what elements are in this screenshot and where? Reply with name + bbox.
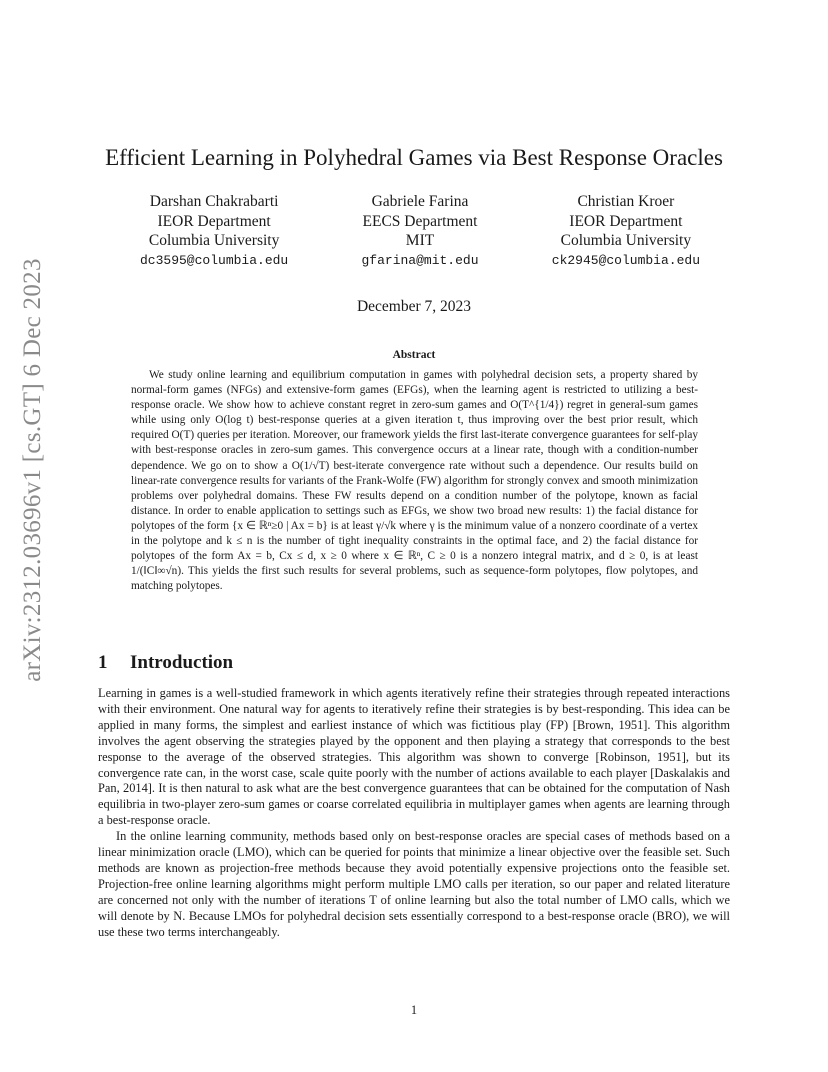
body-paragraph: In the online learning community, methods based only on best-response oracles are special cases of methods based on a linear minimization oracle (LMO), which can be queried for points that minimize a linear objective over the feasible set. Such methods are known as projection-free methods because they avoid potentially expensive projections onto the feasible set. Projection-free online learning algorithms might perform multiple LMO calls per iteration, so our paper and related literature are concerned not only with the number of iterations T of online learning but also the total number of LMO calls, which we will denote by N. Because LMOs for polyhedral decision sets essentially correspond to a best-response oracle (BRO), we will use these two terms interchangeably. <box>98 829 730 939</box>
author-block <box>140 192 700 270</box>
author-affiliation: MIT <box>405 232 435 249</box>
author-email: ck2945@columbia.edu <box>551 252 700 268</box>
author <box>140 192 288 270</box>
body-paragraph: Learning in games is a well-studied framework in which agents iteratively refine their strategies through repeated interactions with their environment. One natural way for agents to iteratively refine their strategies is by best-responding. This idea can be applied in many forms, the simplest and earliest instance of which was fictitious play (FP) [Brown, 1951]. This algorithm involves the agent observing the strategies played by the opponent and then playing a strategy that corresponds to the best response to the average of the observed strategies. This algorithm was shown to converge [Robinson, 1951], but its convergence rate can, in the worst case, scale quite poorly with the number of actions available to each player [Daskalakis and Pan, 2014]. It is then natural to ask what are the best convergence guarantees that can be obtained for the computation of Nash equilibria in two-player zero-sum games or coarse correlated equilibria in multiplayer games when agents are learning through a best-response oracle. <box>98 686 730 828</box>
author <box>361 192 478 270</box>
section-heading <box>98 652 233 674</box>
publication-date: December 7, 2023 <box>356 298 472 315</box>
section-number: 1 <box>98 652 108 673</box>
author-department: EECS Department <box>362 212 478 230</box>
author-name: Christian Kroer <box>577 193 675 210</box>
author-affiliation: Columbia University <box>148 232 280 249</box>
author-affiliation: Columbia University <box>560 232 692 249</box>
author-name: Darshan Chakrabarti <box>149 193 279 210</box>
author-department: IEOR Department <box>157 212 271 230</box>
page-number: 1 <box>410 1003 418 1017</box>
abstract-heading: Abstract <box>392 349 436 361</box>
abstract-text: We study online learning and equilibrium computation in games with polyhedral decision sets, a property shared by normal-form games (NFGs) and extensive-form games (EFGs), when the learning agent is restricted to utilizing a best-response oracle. We show how to achieve constant regret in zero-sum games and O(T^{1/4}) regret in general-sum games while using only O(log t) best-response queries at a given iteration t, thus improving over the best prior result, which required O(T) queries per iteration. Moreover, our framework yields the first last-iterate convergence guarantees for self-play with best-response oracles in zero-sum games. This convergence occurs at a linear rate, though with a condition-number dependence. We go on to show a O(1/√T) best-iterate convergence rate without such a dependence. Our results build on linear-rate convergence results for variants of the Frank-Wolfe (FW) algorithm for strongly convex and smooth minimization problems over polyhedral domains. These FW results depend on a condition number of the polytope, known as facial distance. In order to enable application to settings such as EFGs, we show two broad new results: 1) the facial distance for polytopes of the form {x ∈ ℝⁿ≥0 | Ax = b} is at least γ/√k where γ is the minimum value of a nonzero coordinate of a vertex in the polytope and k ≤ n is the number of tight inequality constraints in the optimal face, and 2) the facial distance for polytopes of the form Ax = b, Cx ≤ d, x ≥ 0 where x ∈ ℝⁿ, C ≥ 0 is a nonzero integral matrix, and d ≥ 0, is at least 1/(‖C‖∞√n). This yields the first such results for several problems, such as sequence-form polytopes, flow polytopes, and matching polytopes. <box>131 369 698 593</box>
section-title: Introduction <box>130 652 234 673</box>
author-email: gfarina@mit.edu <box>361 252 479 268</box>
author-name: Gabriele Farina <box>371 193 469 210</box>
author <box>552 192 700 270</box>
arxiv-id: arXiv:2312.03696v1 [cs.GT] 6 Dec 2023 <box>19 258 46 682</box>
author-department: IEOR Department <box>569 212 683 230</box>
author-email: dc3595@columbia.edu <box>140 252 289 268</box>
section-body <box>98 686 730 941</box>
paper-title: Efficient Learning in Polyhedral Games via Best Response Oracles <box>105 145 723 170</box>
